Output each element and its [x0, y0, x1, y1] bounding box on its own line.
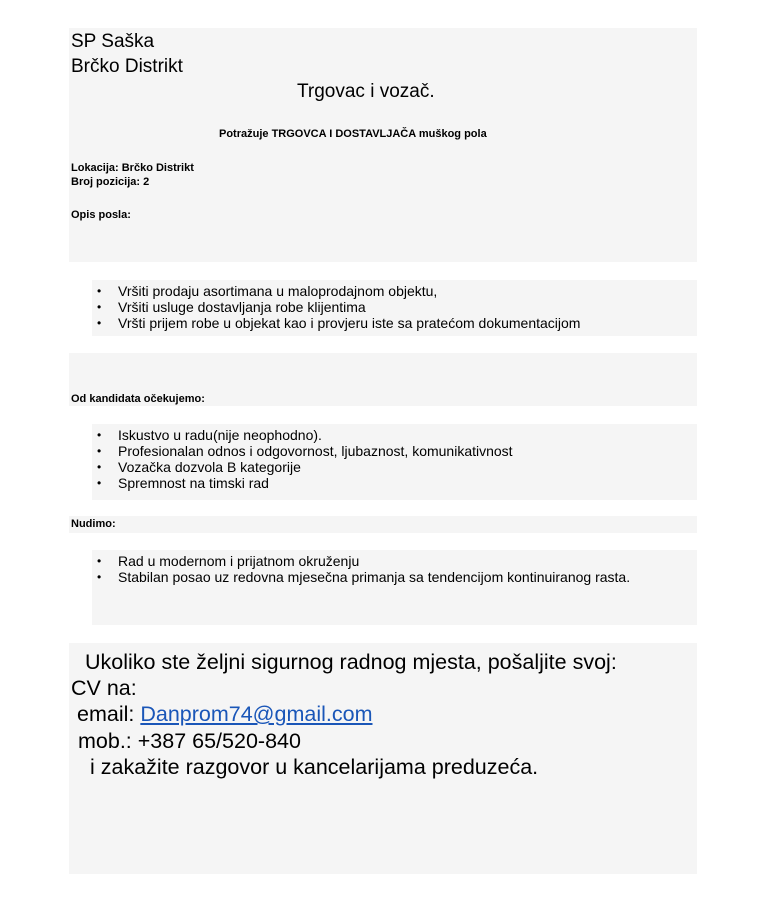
email-label: email:: [77, 702, 135, 726]
positions-line: Broj pozicija: 2: [71, 176, 150, 188]
list-item: • Vozačka dozvola B kategorije: [95, 459, 695, 475]
list-item: • Spremnost na timski rad: [95, 475, 695, 491]
list-item: • Stabilan posao uz redovna mjesečna primanja sa tendencijom kontinuiranog rasta.: [95, 569, 663, 585]
offer-heading: Nudimo:: [71, 518, 116, 530]
contact-phone: mob.: +387 65/520-840: [78, 729, 301, 753]
list-item: • Vršti prijem robe u objekat kao i provjeru iste sa pratećom dokumentacijom: [95, 315, 695, 331]
list-item: • Profesionalan odnos i odgovornost, ljubaznost, komunikativnost: [95, 443, 695, 459]
email-link[interactable]: Danprom74@gmail.com: [140, 702, 373, 726]
list-item: • Vršiti prodaju asortimana u maloprodajnom objektu,: [95, 283, 695, 299]
company-district: Brčko Distrikt: [71, 56, 183, 77]
list-item: • Iskustvo u radu(nije neophodno).: [95, 427, 695, 443]
contact-closing: i zakažite razgovor u kancelarijama preduzeća.: [90, 755, 539, 779]
job-description-list: [95, 283, 695, 331]
expectations-list: [95, 427, 695, 491]
job-title: Trgovac i vozač.: [297, 81, 435, 102]
company-name: SP Saška: [71, 31, 155, 52]
offer-heading-panel: [69, 516, 697, 533]
expectations-heading: Od kandidata očekujemo:: [71, 393, 205, 405]
job-description-heading: Opis posla:: [71, 209, 131, 221]
location-line: Lokacija: Brčko Distrikt: [71, 162, 194, 174]
offer-list: [95, 553, 685, 585]
contact-email-line: [77, 702, 372, 726]
contact-intro: Ukoliko ste željni sigurnog radnog mjesta, pošaljite svoj:: [85, 650, 617, 674]
list-item: • Rad u modernom i prijatnom okruženju: [95, 553, 685, 569]
list-item: • Vršiti usluge dostavljanja robe klijentima: [95, 299, 695, 315]
job-headline: Potražuje TRGOVCA I DOSTAVLJAČA muškog pola: [219, 128, 487, 140]
contact-cv-line: CV na:: [71, 676, 137, 700]
